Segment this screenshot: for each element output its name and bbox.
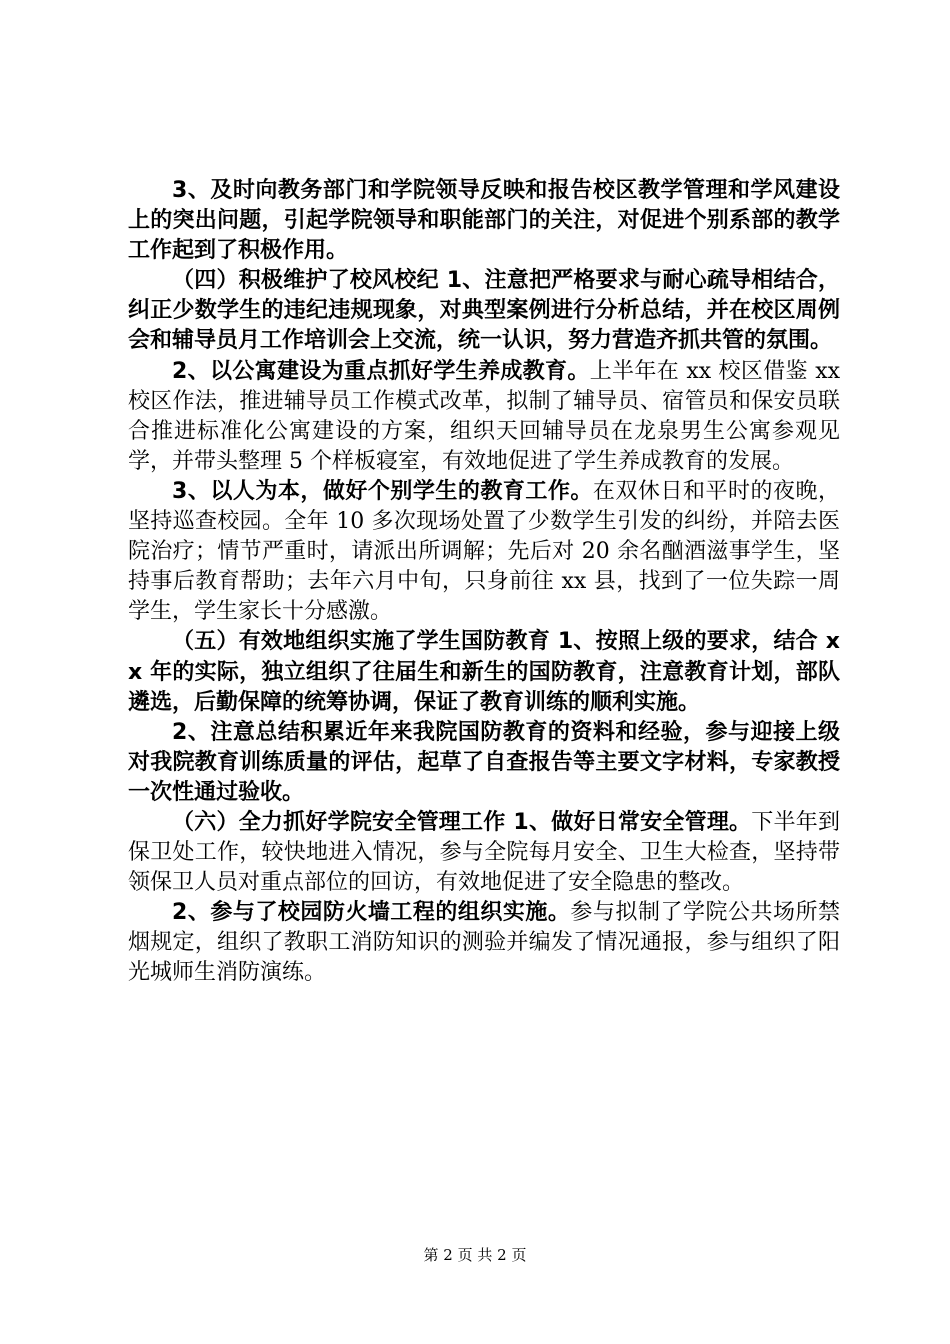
paragraph-item-3-feedback [128, 176, 840, 266]
paragraph-lead: （六）全力抓好学院安全管理工作 1、做好日常安全管理。 [172, 809, 752, 835]
paragraph-lead: （五）有效地组织实施了学生国防教育 1、按照上级的要求，结合 xx 年的实际，独立组织了往届生和新生的国防教育，注意教育计划，部队遴选，后勤保障的统筹协调，保证了教育训练的顺利实施。 [128, 629, 840, 715]
paragraph-text: 在双休日和平时的夜晚，坚持巡查校园。全年 10 多次现场处置了少数学生引发的纠纷，并陪去医院治疗；情节严重时，请派出所调解；先后对 20 余名酗酒滋事学生，坚持事后教育帮助；去年六月中旬，只身前往 xx 县，找到了一位失踪一周学生，学生家长十分感激。 [128, 478, 840, 625]
paragraph-lead: 2、以公寓建设为重点抓好学生养成教育。 [172, 358, 590, 384]
paragraph-section-4-discipline [128, 266, 840, 356]
paragraph-section-6-safety [128, 808, 840, 898]
paragraph-text: 上半年在 xx 校区借鉴 xx 校区作法，推进辅导员工作模式改革，拟制了辅导员、宿管员和保安员联合推进标准化公寓建设的方案，组织天回辅导员在龙泉男生公寓参观见学，并带头整理 5 个样板寝室，有效地促进了学生养成教育的发展。 [128, 358, 841, 474]
paragraph-item-3-individual-students [128, 477, 840, 627]
paragraph-item-2-defense-review [128, 718, 840, 808]
paragraph-section-5-defense-education [128, 627, 840, 717]
paragraph-lead: 3、及时向教务部门和学院领导反映和报告校区教学管理和学风建设上的突出问题，引起学院领导和职能部门的关注，对促进个别系部的教学工作起到了积极作用。 [128, 178, 840, 264]
paragraph-text: 参与拟制了学院公共场所禁烟规定，组织了教职工消防知识的测验并编发了情况通报，参与组织了阳光城师生消防演练。 [128, 900, 840, 986]
paragraph-text: 下半年到保卫处工作，较快地进入情况，参与全院每月安全、卫生大检查，坚持带领保卫人员对重点部位的回访，有效地促进了安全隐患的整改。 [128, 809, 840, 896]
paragraph-lead: （四）积极维护了校风校纪 1、注意把严格要求与耐心疏导相结合，纠正少数学生的违纪违规现象，对典型案例进行分析总结，并在校区周例会和辅导员月工作培训会上交流，统一认识，努力营造齐抓共管的氛围。 [128, 268, 840, 354]
document-body [128, 176, 840, 989]
paragraph-lead: 2、注意总结积累近年来我院国防教育的资料和经验，参与迎接上级对我院教育训练质量的评估，起草了自查报告等主要文字材料，专家教授一次性通过验收。 [128, 719, 840, 805]
paragraph-lead: 2、参与了校园防火墙工程的组织实施。 [172, 900, 571, 926]
page-number-footer: 第 2 页 共 2 页 [423, 1246, 527, 1264]
paragraph-lead: 3、以人为本，做好个别学生的教育工作。 [172, 478, 593, 504]
paragraph-item-2-dormitory [128, 357, 840, 477]
paragraph-item-2-firewall [128, 898, 840, 988]
